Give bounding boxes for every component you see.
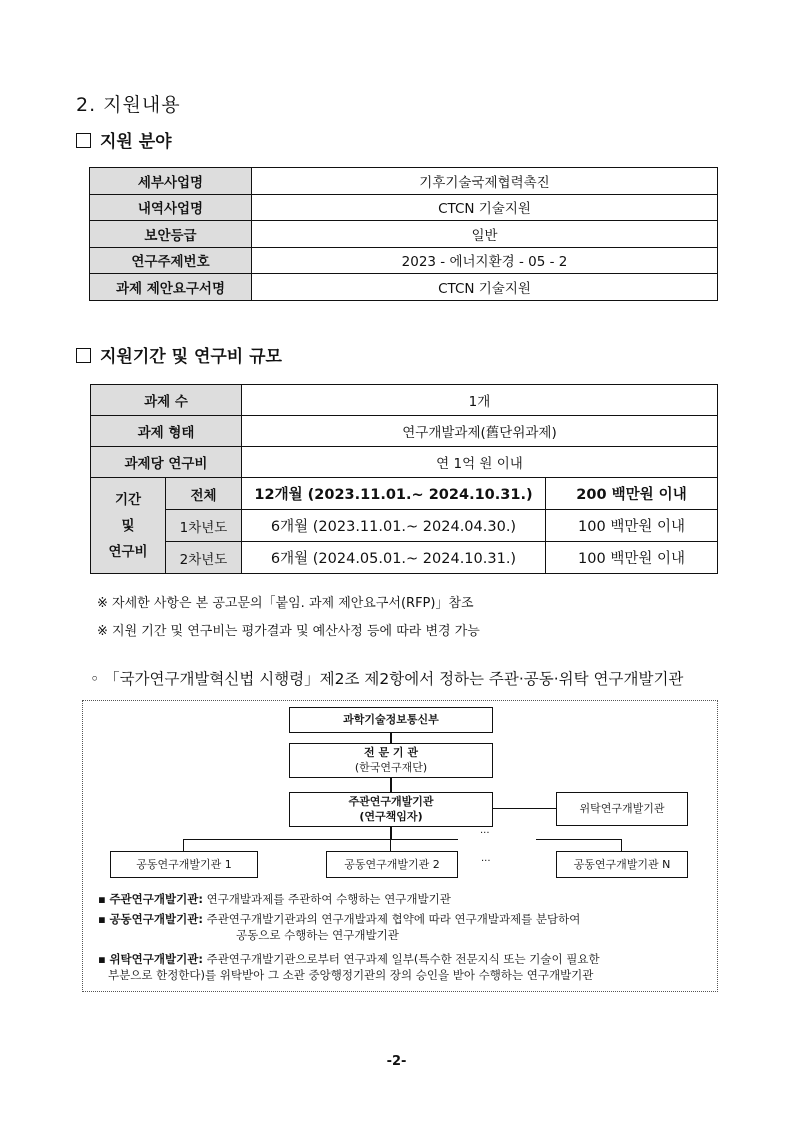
definition-term: 주관연구개발기관: bbox=[109, 892, 203, 906]
law-reference-line: ◦ 「국가연구개발혁신법 시행령」제2조 제2항에서 정하는 주관·공동·위탁 연구개발기관 bbox=[90, 670, 684, 688]
connector-line bbox=[536, 839, 622, 840]
connector-line bbox=[390, 826, 392, 840]
table-row bbox=[90, 168, 718, 195]
definition-text: 연구개발과제를 주관하여 수행하는 연구개발기관 bbox=[206, 892, 451, 906]
definition-text: 주관연구개발기관으로부터 연구과제 일부(특수한 전문지식 또는 기술이 필요한 bbox=[206, 952, 600, 966]
note-line: ※ 자세한 사항은 본 공고문의「붙임. 과제 제안요구서(RFP)」참조 bbox=[97, 596, 474, 611]
definition-term: 위탁연구개발기관: bbox=[109, 952, 203, 966]
table-cell-label: 과제 수 bbox=[91, 385, 242, 416]
table-row bbox=[91, 510, 718, 542]
section-heading: 2. 지원내용 bbox=[76, 94, 181, 116]
org-box-label: 위탁연구개발기관 bbox=[579, 802, 665, 815]
table-row bbox=[90, 274, 718, 301]
ellipsis-text: ··· bbox=[481, 856, 491, 867]
org-box-label: 공동연구개발기관 1 bbox=[136, 858, 232, 871]
table-cell-amount: 200 백만원 이내 bbox=[546, 478, 718, 510]
period-label-line: 연구비 bbox=[108, 543, 148, 560]
table-cell-label: 과제 형태 bbox=[91, 416, 242, 447]
definition-text: 부분으로 한정한다)를 위탁받아 그 소관 중앙행정기관의 장의 승인을 받아 수행하는 연구개발기관 bbox=[108, 968, 594, 982]
definition-text: 주관연구개발기관과의 연구개발과제 협약에 따라 연구개발과제를 분담하여 bbox=[206, 912, 581, 926]
definition-item: ▪ 공동연구개발기관: 주관연구개발기관과의 연구개발과제 협약에 따라 연구개발과제를 분담하여 공동으로 수행하는 연구개발기관 bbox=[98, 912, 581, 942]
connector-line bbox=[621, 839, 622, 851]
ellipsis-text: ··· bbox=[480, 828, 490, 839]
org-box-label: 공동연구개발기관 2 bbox=[344, 858, 440, 871]
table-cell-label: 전체 bbox=[166, 478, 242, 510]
org-box-label: 주관연구개발기관 bbox=[348, 795, 434, 808]
table-cell-period-label bbox=[91, 478, 166, 574]
checkbox-square-icon bbox=[76, 133, 91, 148]
org-box-joint bbox=[556, 851, 688, 878]
org-box-ministry bbox=[289, 707, 493, 733]
org-box-label: 공동연구개발기관 N bbox=[573, 858, 671, 871]
table-cell-period: 6개월 (2024.05.01.~ 2024.10.31.) bbox=[242, 542, 546, 574]
table-cell-value: 일반 bbox=[252, 221, 718, 248]
table-row bbox=[91, 385, 718, 416]
table-row bbox=[90, 221, 718, 248]
org-box-joint bbox=[326, 851, 458, 878]
org-box-agency bbox=[289, 743, 493, 778]
table-cell-amount: 100 백만원 이내 bbox=[546, 510, 718, 542]
definition-item: ▪ 위탁연구개발기관: 주관연구개발기관으로부터 연구과제 일부(특수한 전문지식 또는 기술이 필요한 부분으로 한정한다)를 위탁받아 그 소관 중앙행정기관의 장의 승인을 받아 수행하는 연구개발기관 bbox=[98, 952, 600, 982]
table-cell-value: 1개 bbox=[242, 385, 718, 416]
period-label-line: 기간 bbox=[114, 491, 142, 508]
checkbox-square-icon bbox=[76, 348, 91, 363]
org-box-joint bbox=[110, 851, 258, 878]
org-box-label: 과학기술정보통신부 bbox=[343, 713, 439, 726]
table-cell-value: 연구개발과제(舊단위과제) bbox=[242, 416, 718, 447]
org-box-label: 전 문 기 관 bbox=[364, 746, 418, 759]
info-table bbox=[89, 167, 718, 301]
connector-line bbox=[390, 839, 391, 851]
connector-line bbox=[390, 733, 392, 743]
table-row bbox=[91, 542, 718, 574]
budget-table bbox=[90, 384, 718, 574]
table-cell-period: 12개월 (2023.11.01.~ 2024.10.31.) bbox=[242, 478, 546, 510]
definition-term: 공동연구개발기관: bbox=[109, 912, 203, 926]
table-row bbox=[91, 447, 718, 478]
definition-text: 공동으로 수행하는 연구개발기관 bbox=[236, 928, 399, 942]
table-cell-label: 연구주제번호 bbox=[90, 247, 252, 274]
table-cell-label: 2차년도 bbox=[166, 542, 242, 574]
table-cell-value: CTCN 기술지원 bbox=[252, 274, 718, 301]
table-cell-value: 기후기술국제협력촉진 bbox=[252, 168, 718, 195]
table-cell-label: 보안등급 bbox=[90, 221, 252, 248]
table-cell-value: CTCN 기술지원 bbox=[252, 194, 718, 221]
note-line: ※ 지원 기간 및 연구비는 평가결과 및 예산사정 등에 따라 변경 가능 bbox=[97, 624, 480, 639]
org-box-consign bbox=[556, 792, 688, 826]
table-cell-label: 세부사업명 bbox=[90, 168, 252, 195]
section-title-text: 지원 분야 bbox=[100, 132, 172, 152]
table-cell-label: 과제 제안요구서명 bbox=[90, 274, 252, 301]
table-cell-label: 과제당 연구비 bbox=[91, 447, 242, 478]
table-cell-period: 6개월 (2023.11.01.~ 2024.04.30.) bbox=[242, 510, 546, 542]
table-row bbox=[91, 416, 718, 447]
section-title-text: 지원기간 및 연구비 규모 bbox=[100, 347, 282, 367]
section-title-period-budget bbox=[76, 342, 282, 367]
table-row bbox=[90, 247, 718, 274]
connector-line bbox=[183, 839, 184, 851]
table-row bbox=[91, 478, 718, 510]
table-cell-label: 내역사업명 bbox=[90, 194, 252, 221]
connector-line bbox=[183, 839, 458, 840]
section-title-support-field bbox=[76, 127, 172, 152]
period-label-line: 및 bbox=[121, 517, 135, 534]
table-cell-value: 2023 - 에너지환경 - 05 - 2 bbox=[252, 247, 718, 274]
table-cell-amount: 100 백만원 이내 bbox=[546, 542, 718, 574]
org-box-sublabel: (연구책임자) bbox=[359, 810, 423, 823]
connector-line bbox=[493, 808, 557, 809]
page-number: -2- bbox=[386, 1054, 407, 1069]
table-cell-label: 1차년도 bbox=[166, 510, 242, 542]
table-cell-value: 연 1억 원 이내 bbox=[242, 447, 718, 478]
org-box-sublabel: (한국연구재단) bbox=[354, 761, 428, 774]
org-box-lead bbox=[289, 792, 493, 827]
definition-item: ▪ 주관연구개발기관: 연구개발과제를 주관하여 수행하는 연구개발기관 bbox=[98, 892, 451, 906]
table-row bbox=[90, 194, 718, 221]
connector-line bbox=[390, 777, 392, 792]
